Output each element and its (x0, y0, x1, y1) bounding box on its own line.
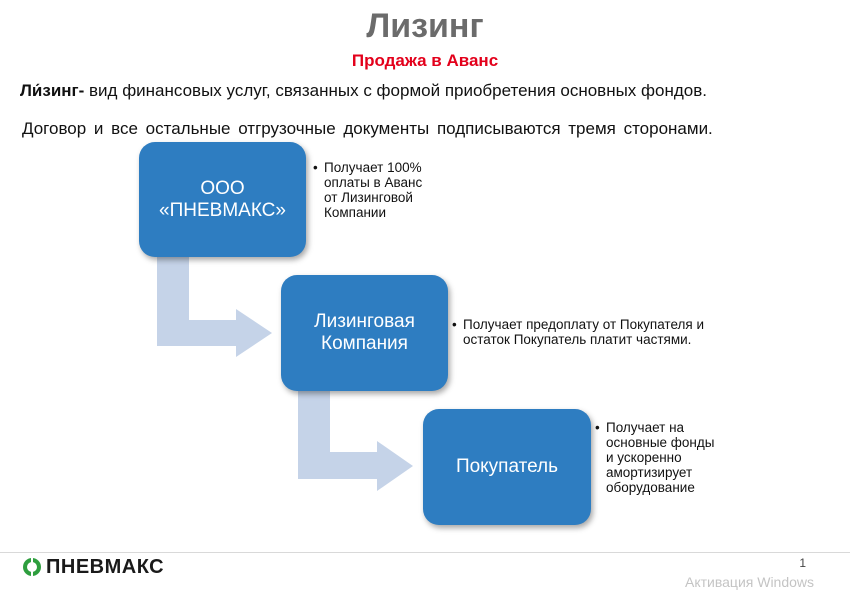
box-pneumax-line1: ООО (200, 177, 245, 199)
box-buyer-label: Покупатель (455, 456, 559, 477)
bent-arrow-2 (298, 391, 413, 491)
note-leasing-company (452, 317, 752, 347)
box-leasing-company-line1: Лизинговая (314, 311, 415, 332)
bullet-icon: • (452, 317, 457, 332)
note-pneumax (313, 160, 438, 220)
definition-term: Ли́зинг- (20, 81, 85, 100)
footer-divider (0, 552, 850, 553)
note-buyer (595, 420, 725, 495)
box-leasing-company-line2: Компания (321, 333, 408, 354)
windows-activation-watermark: Активация Windows (685, 574, 815, 590)
box-buyer (423, 409, 591, 525)
contract-paragraph: Договор и все остальные отгрузочные документы подписываются тремя сторонами. (22, 119, 713, 138)
note-leasing-company-text: Получает предоплату от Покупателя и остаток Покупатель платит частями. (463, 317, 704, 347)
definition-text: вид финансовых услуг, связанных с формой приобретения основных фондов. (84, 81, 707, 100)
bullet-icon: • (595, 420, 600, 435)
box-leasing-company (281, 275, 448, 391)
footer-logo (22, 556, 164, 578)
note-buyer-text: Получает на основные фонды и ускоренно амортизирует оборудование (606, 420, 715, 495)
box-pneumax (139, 142, 306, 257)
page-number: 1 (799, 556, 806, 570)
pneumax-logo-icon (22, 557, 42, 577)
slide-title: Лизинг (366, 7, 484, 45)
note-pneumax-text: Получает 100% оплаты в Аванс от Лизинговой Компании (324, 160, 423, 220)
bullet-icon: • (313, 160, 318, 175)
box-pneumax-line2: «ПНЕВМАКС» (159, 199, 286, 221)
bent-arrow-1 (157, 257, 272, 357)
logo-text: ПНЕВМАКС (46, 556, 165, 578)
slide-subtitle: Продажа в Аванс (351, 51, 499, 70)
